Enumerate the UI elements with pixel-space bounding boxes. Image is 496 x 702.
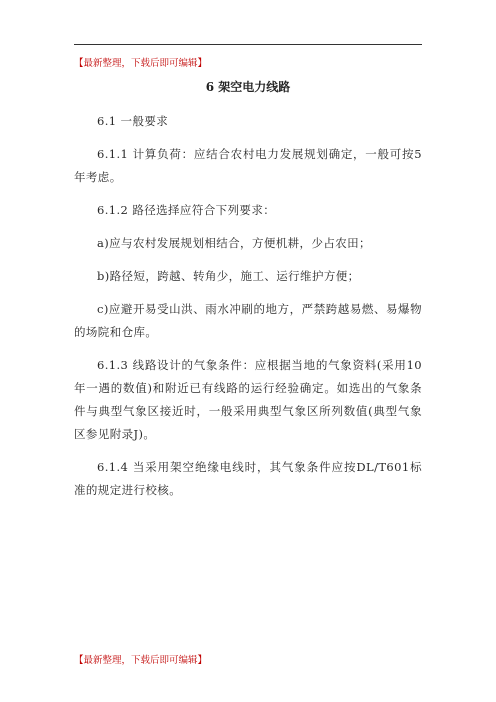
paragraph-heading-6-1: 6.1 一般要求: [97, 114, 169, 128]
paragraph-6-1-2: 6.1.2 路径选择应符合下列要求：: [97, 203, 276, 217]
list-item-c: c)应避开易受山洪、雨水冲刷的地方，严禁跨越易燃、易爆物的场院和仓库。: [74, 302, 422, 339]
header-rule: [74, 44, 422, 45]
section-title: 6 架空电力线路: [205, 80, 291, 94]
header-banner: 【最新整理，下载后即可编辑】: [74, 58, 208, 69]
paragraph-6-1-1: 6.1.1 计算负荷：应结合农村电力发展规划确定，一般可按5年考虑。: [74, 147, 422, 184]
paragraph-6-1-3: 6.1.3 线路设计的气象条件：应根据当地的气象资料(采用10年一遇的数值)和附近已有线路的运行经验确定。如选出的气象条件与典型气象区接近时，一般采用典型气象区所列数值(典型气象区参见附录J)。: [74, 358, 422, 441]
list-item-b: b)路径短，跨越、转角少，施工、运行维护方便；: [97, 269, 360, 283]
list-item-a: a)应与农村发展规划相结合，方便机耕，少占农田；: [97, 236, 371, 250]
document-body: [74, 110, 422, 511]
footer-banner: 【最新整理，下载后即可编辑】: [74, 655, 208, 666]
paragraph-6-1-4: 6.1.4 当采用架空绝缘电线时，其气象条件应按DL/T601标准的规定进行校核。: [74, 460, 422, 497]
